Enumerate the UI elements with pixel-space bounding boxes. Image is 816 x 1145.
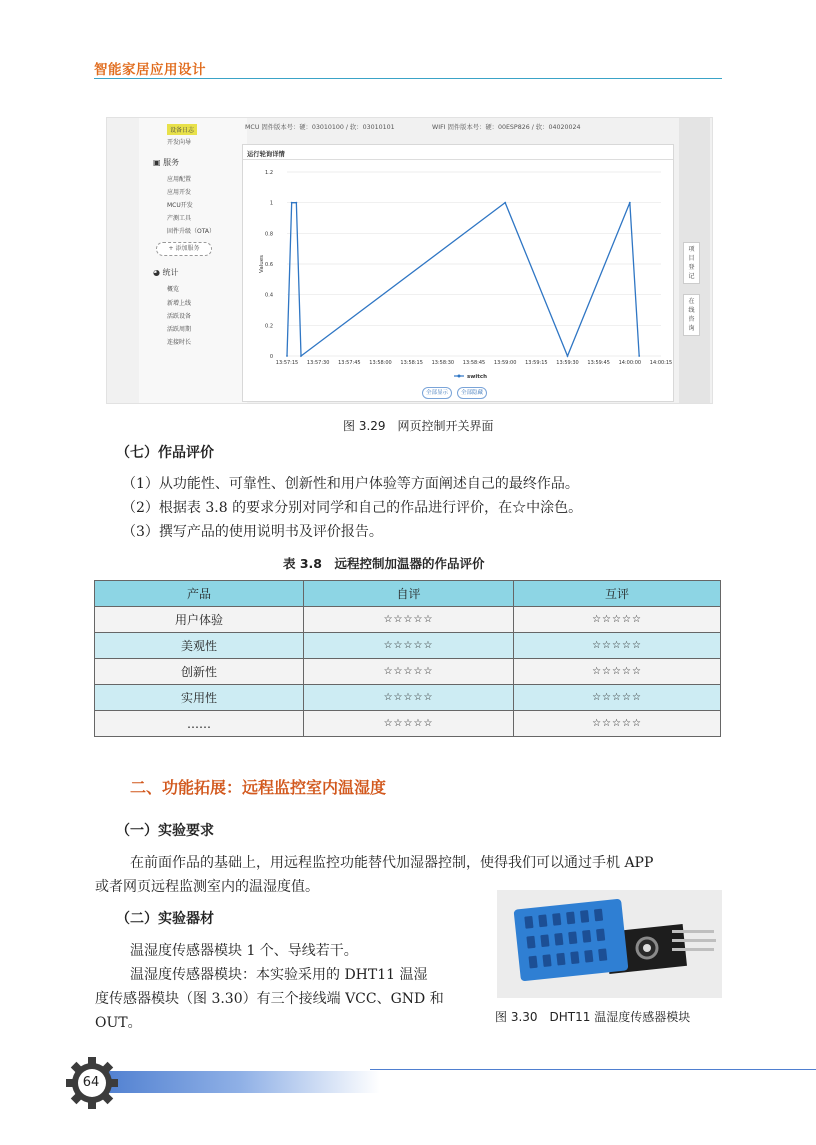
online-consult-button[interactable] — [683, 294, 700, 336]
self-rating-stars[interactable]: ☆☆☆☆☆ — [304, 659, 514, 685]
sidebar-item-app-dev[interactable]: 应用开发 — [167, 189, 192, 196]
sidebar-item-ota[interactable]: 固件升级（OTA） — [167, 228, 216, 235]
col-product-header: 产品 — [95, 581, 304, 607]
sidebar-item-dev-guide[interactable]: 开发向导 — [167, 139, 192, 146]
online-consult-label: 在 线 咨 询 — [688, 298, 695, 332]
data-point — [300, 355, 302, 357]
data-point — [629, 202, 631, 204]
x-tick-label: 13:58:15 — [400, 360, 423, 366]
panel-title: 运行轮询详情 — [247, 151, 285, 158]
row-label: 美观性 — [95, 633, 304, 659]
row-label: 用户体验 — [95, 607, 304, 633]
running-header: 智能家居应用设计 — [94, 62, 206, 78]
x-tick-label: 13:59:30 — [556, 360, 579, 366]
sidebar-heading-stats — [153, 267, 179, 278]
sidebar-item-test-tool[interactable]: 产测工具 — [167, 215, 192, 222]
x-tick-label: 13:58:45 — [462, 360, 486, 366]
data-point — [295, 202, 297, 204]
right-float-bar — [679, 118, 710, 403]
project-register-label: 项 目 登 记 — [688, 246, 695, 280]
row-label: 实用性 — [95, 685, 304, 711]
figure-3-30-caption: 图 3.30 DHT11 温湿度传感器模块 — [495, 1010, 691, 1024]
x-tick-label: 13:59:15 — [525, 360, 548, 366]
table-row — [95, 607, 721, 633]
table-row — [95, 711, 721, 737]
y-tick-label: 1 — [269, 200, 273, 207]
x-tick-label: 13:59:45 — [587, 360, 610, 366]
row-label: …… — [95, 711, 304, 737]
pie-chart-icon: ◕ — [153, 268, 160, 277]
peer-rating-stars[interactable]: ☆☆☆☆☆ — [514, 607, 721, 633]
sidebar-item-new-online[interactable]: 新增上线 — [167, 300, 192, 307]
table-3-8-caption: 表 3.8 远程控制加温器的作品评价 — [283, 556, 485, 571]
sub-2-paragraph-line-2: 温湿度传感器模块：本实验采用的 DHT11 温湿 — [130, 967, 428, 983]
self-rating-stars[interactable]: ☆☆☆☆☆ — [304, 685, 514, 711]
section-7-heading: （七）作品评价 — [116, 445, 214, 461]
data-point — [291, 202, 293, 204]
data-point — [286, 355, 288, 357]
header-rule — [94, 78, 722, 79]
sidebar-heading-service — [153, 157, 179, 168]
table-row — [95, 659, 721, 685]
peer-rating-stars[interactable]: ☆☆☆☆☆ — [514, 685, 721, 711]
dht11-module-photo — [497, 890, 722, 998]
sub-2-paragraph-line-4: OUT。 — [95, 1015, 142, 1031]
data-point — [504, 202, 506, 204]
show-all-button[interactable]: 全部显示 — [422, 387, 452, 399]
legend-label: switch — [467, 374, 488, 380]
stats-heading-label: 统计 — [162, 268, 179, 277]
self-rating-stars[interactable]: ☆☆☆☆☆ — [304, 711, 514, 737]
section-7-item-2: （2）根据表 3.8 的要求分别对同学和自己的作品进行评价，在☆中涂色。 — [122, 500, 583, 516]
sidebar-item-connect-time[interactable]: 连接时长 — [167, 339, 192, 346]
sidebar-item-active-devices[interactable]: 活跃设备 — [167, 313, 192, 320]
wifi-firmware-version: WIFI 固件版本号：硬：00ESP826 / 软：04020024 — [432, 124, 581, 131]
self-rating-stars[interactable]: ☆☆☆☆☆ — [304, 607, 514, 633]
web-control-screenshot — [106, 117, 713, 404]
x-tick-label: 13:58:30 — [431, 360, 455, 366]
sidebar-item-app-config[interactable]: 应用配置 — [167, 176, 192, 183]
col-self-header: 自评 — [304, 581, 514, 607]
sub-1-heading: （一）实验要求 — [116, 823, 214, 839]
section-7-item-1: （1）从功能性、可靠性、创新性和用户体验等方面阐述自己的最终作品。 — [122, 476, 579, 492]
x-tick-label: 13:57:45 — [338, 360, 361, 366]
sidebar-item-overview[interactable]: 概览 — [167, 286, 180, 293]
self-rating-stars[interactable]: ☆☆☆☆☆ — [304, 633, 514, 659]
x-tick-label: 14:00:15 — [649, 360, 673, 366]
section-7-item-3: （3）撰写产品的使用说明书及评价报告。 — [122, 524, 383, 540]
table-row — [95, 685, 721, 711]
project-register-button[interactable] — [683, 242, 700, 284]
sub-2-heading: （二）实验器材 — [116, 911, 214, 927]
y-tick-label: 0.8 — [265, 231, 273, 238]
y-axis-label: Values — [259, 255, 265, 273]
legend-marker — [458, 375, 461, 378]
evaluation-table — [94, 580, 721, 737]
service-icon: ▣ — [153, 158, 161, 167]
x-tick-label: 13:59:00 — [493, 360, 517, 366]
row-label: 创新性 — [95, 659, 304, 685]
dht11-illustration — [497, 890, 722, 998]
figure-3-29-caption: 图 3.29 网页控制开关界面 — [343, 419, 494, 433]
y-tick-label: 1.2 — [265, 170, 273, 176]
peer-rating-stars[interactable]: ☆☆☆☆☆ — [514, 711, 721, 737]
y-tick-label: 0.2 — [265, 323, 273, 330]
sub-1-paragraph-line-2: 或者网页远程监测室内的温湿度值。 — [95, 879, 319, 895]
hide-all-button[interactable]: 全部隐藏 — [457, 387, 487, 399]
console-sidebar — [139, 118, 247, 403]
page-number: 64 — [82, 1075, 100, 1090]
add-service-button[interactable]: + 添加服务 — [156, 242, 212, 256]
sidebar-item-active-period[interactable]: 活跃周期 — [167, 326, 192, 333]
run-detail-panel — [242, 144, 674, 402]
x-tick-label: 13:57:15 — [275, 360, 299, 366]
sub-1-paragraph-line-1: 在前面作品的基础上，用远程监控功能替代加湿器控制，使得我们可以通过手机 APP — [130, 855, 654, 871]
series-line — [287, 203, 639, 356]
y-tick-label: 0.4 — [265, 292, 273, 299]
sidebar-item-mcu-dev[interactable]: MCU开发 — [167, 202, 193, 209]
footer-gradient-bar — [100, 1071, 380, 1093]
x-tick-label: 13:57:30 — [306, 360, 330, 366]
data-point — [567, 355, 569, 357]
service-heading-label: 服务 — [163, 158, 180, 167]
peer-rating-stars[interactable]: ☆☆☆☆☆ — [514, 633, 721, 659]
y-tick-label: 0.6 — [265, 262, 273, 268]
switch-line-chart — [243, 160, 673, 400]
table-header-row — [95, 581, 721, 607]
table-row — [95, 633, 721, 659]
x-tick-label: 13:58:00 — [369, 360, 392, 366]
data-point — [638, 355, 640, 357]
y-tick-label: 0 — [269, 354, 273, 360]
x-tick-label: 14:00:00 — [618, 360, 642, 366]
mcu-firmware-version: MCU 固件版本号：硬：03010100 / 软：03010101 — [245, 124, 395, 131]
section-2-heading: 二、功能拓展：远程监控室内温湿度 — [130, 778, 387, 797]
col-peer-header: 互评 — [514, 581, 721, 607]
sub-2-paragraph-line-1: 温湿度传感器模块 1 个、导线若干。 — [130, 943, 358, 959]
sidebar-item-device-log[interactable]: 设备日志 — [167, 124, 197, 135]
footer-rule — [370, 1069, 816, 1070]
peer-rating-stars[interactable]: ☆☆☆☆☆ — [514, 659, 721, 685]
sub-2-paragraph-line-3: 度传感器模块（图 3.30）有三个接线端 VCC、GND 和 — [95, 991, 444, 1007]
